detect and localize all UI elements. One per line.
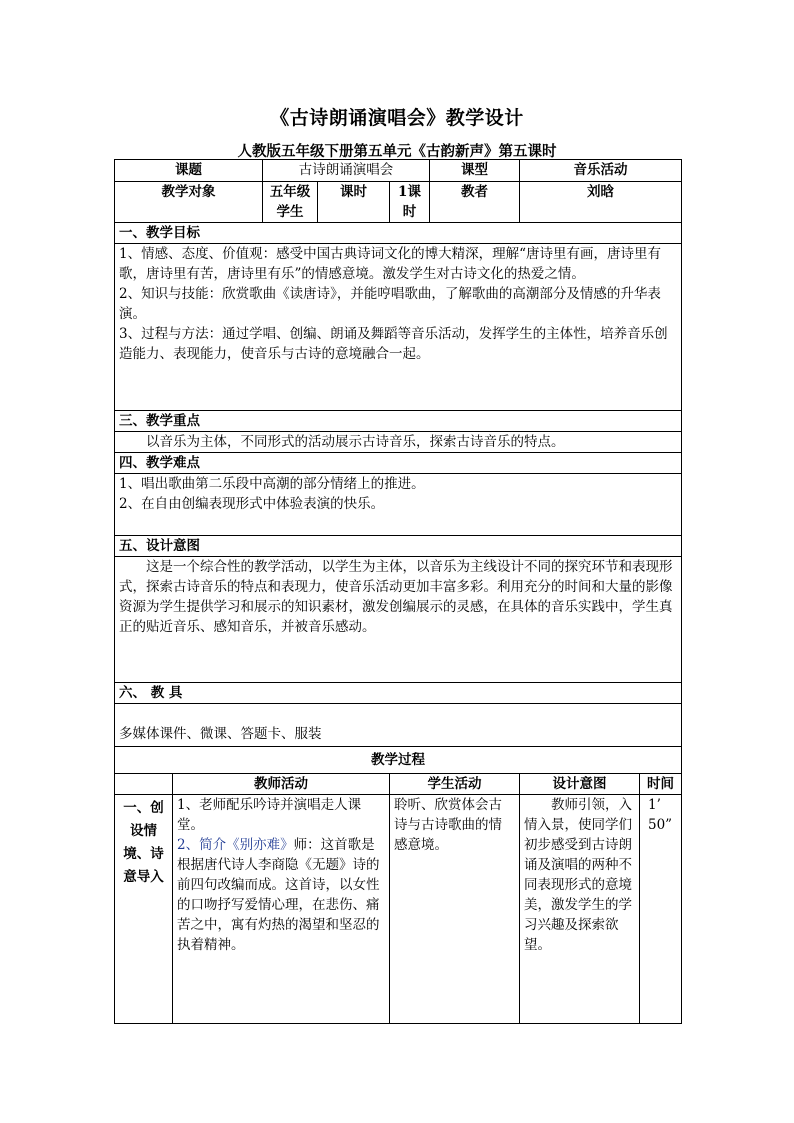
teacher-activity (173, 795, 390, 1024)
time-value (640, 795, 682, 1024)
stage-label: 一、创设情境、诗意导入 (115, 795, 173, 1024)
difficulties-body (115, 474, 682, 536)
info-row-2 (115, 182, 682, 223)
info-row-1 (115, 160, 682, 182)
col-time: 时间 (640, 774, 682, 795)
audience-label: 教学对象 (115, 182, 263, 223)
col-student-activity: 学生活动 (390, 774, 520, 795)
teacher-label: 教者 (430, 182, 520, 223)
document-title: 《古诗朗诵演唱会》教学设计 (270, 107, 524, 129)
teacher-value: 刘晗 (520, 182, 682, 223)
teacher-step-2-work: 《别亦难》 (226, 837, 294, 853)
goals-heading: 一、教学目标 (115, 223, 682, 244)
difficulties-heading: 四、教学难点 (115, 453, 682, 474)
document-subtitle: 人教版五年级下册第五单元《古韵新声》第五课时 (237, 143, 557, 160)
hours-value: 1课时 (390, 182, 430, 223)
tools-heading: 六、 教 具 (115, 683, 682, 704)
key-points-text: 以音乐为主体，不同形式的活动展示古诗音乐，探索古诗音乐的特点。 (115, 432, 682, 453)
goal-item: 1、情感、态度、价值观：感受中国古典诗词文化的博大精深，理解“唐诗里有画，唐诗里有歌，唐诗里有苦，唐诗里有乐”的情感意境。激发学生对古诗文化的热爱之情。 (119, 246, 661, 282)
time-minutes: 1’ (648, 797, 661, 813)
tools-text: 多媒体课件、微课、答题卡、服装 (115, 704, 682, 747)
teacher-step-2 (177, 835, 385, 955)
goal-item: 3、过程与方法：通过学唱、创编、朗诵及舞蹈等音乐活动，发挥学生的主体性，培养音乐创造能力、表现能力，使音乐与古诗的意境融合一起。 (119, 326, 668, 362)
goals-body (115, 244, 682, 411)
intent-text: 这是一个综合性的教学活动，以学生为主体，以音乐为主线设计不同的探究环节和表现形式，探索古诗音乐的特点和表现力，使音乐活动更加丰富多彩。利用充分的时间和大量的影像资源为学生提供学习和展示的知识素材，激发创编展示的灵感，在具体的音乐实践中，学生真正的贴近音乐、感知音乐，并被音乐感动。 (115, 557, 682, 683)
type-value: 音乐活动 (520, 160, 682, 182)
difficulty-item: 1、唱出歌曲第二乐段中高潮的部分情绪上的推进。 (119, 476, 425, 492)
process-column-headers (115, 774, 682, 795)
design-intent: 教师引领，入情入景，使同学们初步感受到古诗朗诵及演唱的两种不同表现形式的意境美，激发学生的学习兴趣及探索欲望。 (520, 795, 640, 1024)
hours-label: 课时 (318, 182, 390, 223)
intent-heading: 五、设计意图 (115, 536, 682, 557)
type-label: 课型 (430, 160, 520, 182)
difficulty-item: 2、在自由创编表现形式中体验表演的快乐。 (119, 496, 385, 512)
teacher-step-1: 1、老师配乐吟诗并演唱走人课堂。 (177, 797, 362, 833)
course-value: 古诗朗诵演唱会 (263, 160, 430, 182)
col-design-intent: 设计意图 (520, 774, 640, 795)
lesson-plan-table (114, 159, 682, 1024)
process-row-intro (115, 795, 682, 1024)
audience-value: 五年级学生 (263, 182, 318, 223)
student-activity: 聆听、欣赏体会古诗与古诗歌曲的情感意境。 (390, 795, 520, 1024)
teacher-step-2-text: 师：这首歌是根据唐代诗人李商隐《无题》诗的前四句改编而成。这首诗，以女性的口吻抒写爱情心理，在悲伤、痛苦之中，寓有灼热的渴望和坚忍的执着精神。 (177, 837, 380, 953)
col-teacher-activity: 教师活动 (173, 774, 390, 795)
teacher-step-2-prefix: 2、简介 (177, 837, 227, 853)
process-heading: 教学过程 (115, 747, 682, 774)
course-label: 课题 (115, 160, 263, 182)
time-seconds: 50” (648, 817, 673, 833)
key-points-heading: 三、教学重点 (115, 411, 682, 432)
goal-item: 2、知识与技能：欣赏歌曲《读唐诗》，并能哼唱歌曲，了解歌曲的高潮部分及情感的升华表演。 (119, 286, 661, 322)
